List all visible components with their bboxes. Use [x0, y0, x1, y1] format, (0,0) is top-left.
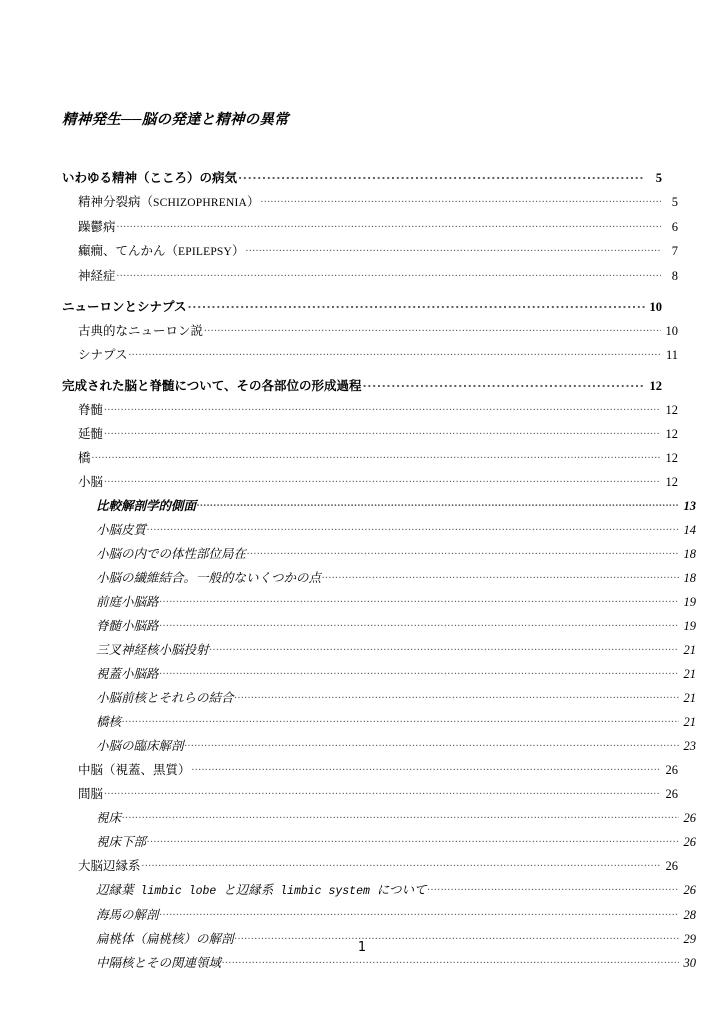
toc-leader-dots: [188, 298, 645, 311]
toc-page-number: 29: [683, 931, 696, 946]
toc-entry-label: 辺縁葉 limbic lobe と辺縁系 limbic system について: [96, 882, 427, 898]
toc-leader-dots: [147, 521, 679, 534]
page-number: 1: [357, 940, 367, 955]
toc-entry-label: 躁鬱病: [78, 219, 116, 234]
toc-leader-dots: [104, 785, 661, 798]
toc-page-number: 18: [683, 570, 696, 585]
toc-entry-label: 神経症: [78, 268, 116, 283]
toc-entry-label: 脊髄: [78, 402, 104, 417]
toc-entry-label: 癲癇、てんかん（EPILEPSY）: [78, 243, 245, 258]
toc-leader-dots: [122, 809, 679, 822]
toc-leader-dots: [238, 169, 645, 182]
toc-entry-label: 小脳皮質: [96, 522, 147, 537]
toc-entry-level-3[interactable]: [62, 906, 696, 921]
toc-leader-dots: [428, 881, 679, 894]
toc-entry-label: シナプス: [78, 347, 128, 362]
toc-entry-level-1[interactable]: [62, 298, 662, 313]
toc-page-number: 26: [665, 858, 678, 873]
toc-page-number: 12: [665, 426, 678, 441]
toc-entry-level-1[interactable]: [62, 377, 662, 392]
toc-page-number: 19: [683, 618, 696, 633]
toc-page-number: 26: [683, 882, 696, 897]
toc-entry-label: 小脳の繊維結合。一般的ないくつかの点: [96, 570, 322, 585]
toc-entry-level-2[interactable]: [62, 267, 678, 282]
toc-entry-label: いわゆる精神（こころ）の病気: [62, 169, 238, 185]
toc-entry-label: 前庭小脳路: [96, 594, 159, 609]
toc-latin-term: limbic system: [273, 884, 377, 898]
toc-page-number: 28: [683, 907, 696, 922]
toc-entry-level-2[interactable]: [62, 425, 678, 440]
toc-leader-dots: [204, 322, 661, 335]
toc-entry-level-3[interactable]: [62, 737, 696, 752]
toc-leader-dots: [104, 401, 661, 414]
toc-page-number: 5: [671, 194, 678, 209]
document-title: 精神発生──脳の発達と精神の異常: [62, 112, 289, 128]
toc-page-number: 26: [683, 810, 696, 825]
toc-entry-level-2[interactable]: [62, 761, 678, 776]
toc-leader-dots: [192, 761, 661, 774]
toc-entry-label: 延髄: [78, 426, 104, 441]
toc-entry-label: 小脳: [78, 474, 104, 489]
toc-entry-level-2[interactable]: [62, 193, 678, 209]
toc-page-number: 19: [683, 594, 696, 609]
toc-entry-level-3[interactable]: [62, 521, 696, 536]
toc-entry-label: 精神分裂病（SCHIZOPHRENIA）: [78, 194, 260, 209]
toc-entry-label: 比較解剖学的側面: [96, 498, 197, 513]
toc-latin-term: EPILEPSY: [178, 245, 233, 258]
toc-entry-label: 三叉神経核小脳投射: [96, 642, 209, 657]
toc-entry-level-3[interactable]: [62, 617, 696, 632]
toc-page-number: 8: [671, 268, 678, 283]
toc-leader-dots: [117, 218, 661, 231]
toc-page-number: 14: [683, 522, 696, 537]
toc-entry-label: 小脳前核とそれらの結合: [96, 690, 234, 705]
toc-leader-dots: [122, 713, 679, 726]
toc-entry-level-3[interactable]: [62, 833, 696, 848]
toc-leader-dots: [322, 569, 679, 582]
toc-page-number: 21: [683, 690, 696, 705]
toc-entry-level-2[interactable]: [62, 857, 678, 872]
toc-page-number: 10: [665, 323, 678, 338]
toc-page-number: 7: [671, 243, 678, 258]
toc-entry-level-2[interactable]: [62, 473, 678, 488]
toc-entry-label: 中隔核とその関連領域: [96, 955, 222, 970]
toc-page-number: 23: [683, 738, 696, 753]
toc-entry-label: 海馬の解剖: [96, 907, 159, 922]
toc-page-number: 10: [649, 299, 662, 314]
toc-entry-level-3[interactable]: [62, 689, 696, 704]
toc-page-number: 12: [665, 402, 678, 417]
toc-leader-dots: [160, 617, 679, 630]
toc-page-number: 12: [665, 474, 678, 489]
toc-entry-level-2[interactable]: [62, 218, 678, 233]
toc-page-number: 12: [649, 378, 662, 393]
toc-entry-label: 間脳: [78, 786, 104, 801]
toc-entry-level-2[interactable]: [62, 449, 678, 464]
toc-page-number: 5: [655, 170, 662, 185]
toc-entry-label: 橋核: [96, 714, 122, 729]
toc-leader-dots: [160, 906, 679, 919]
toc-entry-label: ニューロンとシナプス: [62, 298, 187, 314]
toc-entry-label: 扁桃体（扁桃核）の解剖: [96, 931, 234, 946]
toc-page-number: 13: [683, 498, 696, 513]
toc-entry-level-1[interactable]: [62, 169, 662, 184]
toc-page-number: 30: [683, 955, 696, 970]
toc-leader-dots: [246, 242, 661, 255]
toc-entry-level-2[interactable]: [62, 785, 678, 800]
toc-page-number: 21: [683, 642, 696, 657]
toc-leader-dots: [92, 449, 661, 462]
toc-page-number: 6: [671, 219, 678, 234]
toc-leader-dots: [160, 593, 679, 606]
toc-entry-level-3[interactable]: [62, 641, 696, 656]
toc-entry-level-2[interactable]: [62, 346, 678, 361]
toc-entry-level-3[interactable]: [62, 954, 696, 969]
toc-page-number: 18: [683, 546, 696, 561]
toc-entry-level-3[interactable]: [62, 809, 696, 824]
toc-entry-label: 視床下部: [96, 834, 147, 849]
toc-page-number: 26: [665, 762, 678, 777]
toc-leader-dots: [160, 665, 679, 678]
toc-page-number: 21: [683, 666, 696, 681]
toc-entry-level-3[interactable]: [62, 881, 696, 897]
toc-leader-dots: [235, 689, 679, 702]
toc-leader-dots: [185, 737, 679, 750]
toc-leader-dots: [261, 193, 662, 206]
toc-page-number: 21: [683, 714, 696, 729]
toc-entry-level-2[interactable]: [62, 242, 678, 258]
toc-leader-dots: [363, 377, 645, 390]
toc-leader-dots: [104, 425, 661, 438]
toc-entry-level-3[interactable]: [62, 665, 696, 680]
toc-entry-label: 大脳辺縁系: [78, 858, 141, 873]
toc-entry-level-3[interactable]: [62, 713, 696, 728]
toc-page-number: 26: [665, 786, 678, 801]
toc-page-number: 11: [665, 347, 678, 362]
toc-entry-label: 橋: [78, 450, 91, 465]
toc-entry-label: 脊髄小脳路: [96, 618, 159, 633]
toc-leader-dots: [147, 833, 679, 846]
toc-entry-level-2[interactable]: [62, 322, 678, 337]
toc-leader-dots: [197, 497, 679, 510]
toc-entry-level-3[interactable]: [62, 593, 696, 608]
toc-entry-label: 視床: [96, 810, 122, 825]
toc-leader-dots: [117, 267, 661, 280]
toc-entry-level-3[interactable]: [62, 569, 696, 584]
toc-entry-label: 視蓋小脳路: [96, 666, 159, 681]
toc-entry-level-3[interactable]: [62, 497, 696, 512]
toc-leader-dots: [142, 857, 661, 870]
toc-entry-label: 完成された脳と脊髄について、その各部位の形成過程: [62, 377, 362, 393]
toc-entry-level-2[interactable]: [62, 401, 678, 416]
toc-leader-dots: [247, 545, 679, 558]
toc-entry-label: 小脳の臨床解剖: [96, 738, 184, 753]
toc-entry-label: 古典的なニューロン説: [78, 323, 204, 338]
toc-page-number: 26: [683, 834, 696, 849]
toc-latin-term: SCHIZOPHRENIA: [153, 196, 247, 209]
toc-leader-dots: [104, 473, 661, 486]
toc-entry-label: 小脳の内での体性部位局在: [96, 546, 247, 561]
toc-page-number: 12: [665, 450, 678, 465]
table-of-contents: [62, 160, 696, 970]
toc-leader-dots: [129, 346, 661, 359]
toc-leader-dots: [222, 954, 679, 967]
toc-leader-dots: [210, 641, 679, 654]
toc-entry-label: 中脳（視蓋、黒質）: [78, 762, 191, 777]
toc-entry-level-3[interactable]: [62, 545, 696, 560]
toc-latin-term: limbic lobe: [133, 884, 224, 898]
